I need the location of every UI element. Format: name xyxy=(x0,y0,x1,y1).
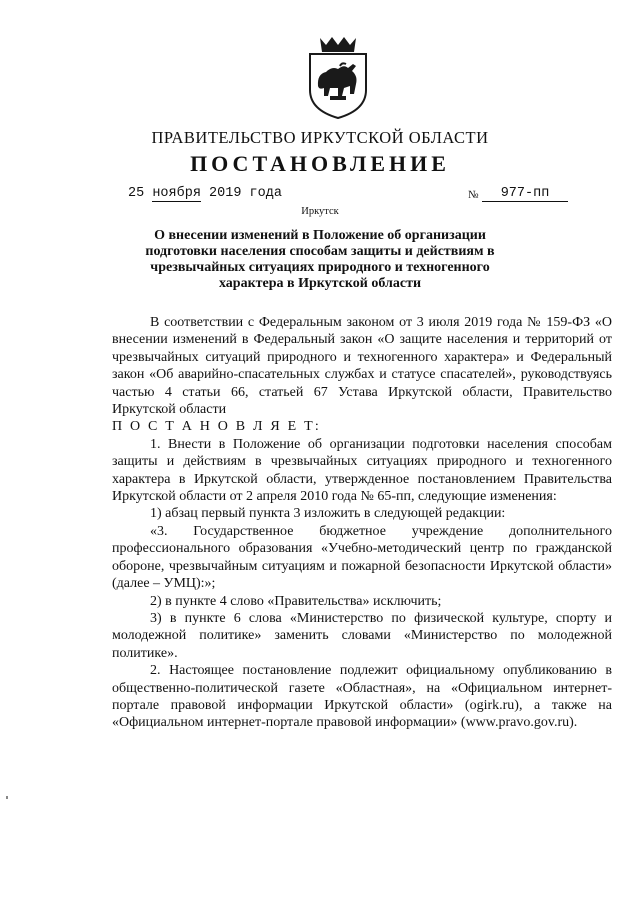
city: Иркутск xyxy=(301,206,339,217)
document-number: 977-пп xyxy=(482,186,568,202)
item-1-2: 2) в пункте 4 слово «Правительства» исключить; xyxy=(150,593,442,609)
item-1-1: 1) абзац первый пункта 3 изложить в следующей редакции: xyxy=(150,506,506,522)
item-1: 1. Внести в Положение об организации подготовки населения способам защиты и действиям в чрезвычайных ситуациях природного и техногенного характера в Иркутской области, утвержденное постановлением Правительства Иркутской области от 2 апреля 2010 года № 65-пп, следующие изменения: xyxy=(112,436,612,505)
document-title: О внесении изменений в Положение об организации подготовки населения способам защиты и действиям в чрезвычайных ситуациях природного и техногенного характера в Иркутской области xyxy=(145,228,495,291)
item-2: 2. Настоящее постановление подлежит официальному опубликованию в общественно-политической газете «Областная», на «Официальном интернет-портале правовой информации Иркутской области» (ogirk.ru), а также на «Официальном интернет-портале правовой информации» (www.pravo.gov.ru). xyxy=(112,663,612,731)
document-body xyxy=(112,314,612,732)
item-1-3: 3) в пункте 6 слова «Министерство по физической культуре, спорту и молодежной политике» заменить словами «Министерство по молодежной политике». xyxy=(112,610,612,661)
date-year: 2019 года xyxy=(209,186,282,201)
document-type: ПОСТАНОВЛЕНИЕ xyxy=(190,151,450,176)
coat-of-arms-icon xyxy=(304,36,372,120)
scan-mark xyxy=(6,796,8,799)
resolve-heading: П О С Т А Н О В Л Я Е Т: xyxy=(112,419,321,435)
document-date xyxy=(128,186,282,201)
government-name: ПРАВИТЕЛЬСТВО ИРКУТСКОЙ ОБЛАСТИ xyxy=(151,128,489,147)
preamble-paragraph: В соответствии с Федеральным законом от 3 июля 2019 года № 159-ФЗ «О внесении изменений в Федеральный закон «О защите населения и территорий от чрезвычайных ситуаций природного и техногенного характера» и Федеральный закон «Об аварийно-спасательных службах и статусе спасателей», руководствуясь частью 4 статьи 66, статьей 67 Устава Иркутской области, Правительство Иркутской области xyxy=(112,315,612,418)
date-month: ноября xyxy=(152,186,201,201)
date-day: 25 xyxy=(128,186,145,201)
number-sign: № xyxy=(468,189,479,201)
item-1-1-text: «3. Государственное бюджетное учреждение дополнительного профессионального образования «Учебно-методический центр по гражданской обороне, чрезвычайным ситуациям и пожарной безопасности Иркутской области» (далее – УМЦ):»; xyxy=(112,523,612,592)
